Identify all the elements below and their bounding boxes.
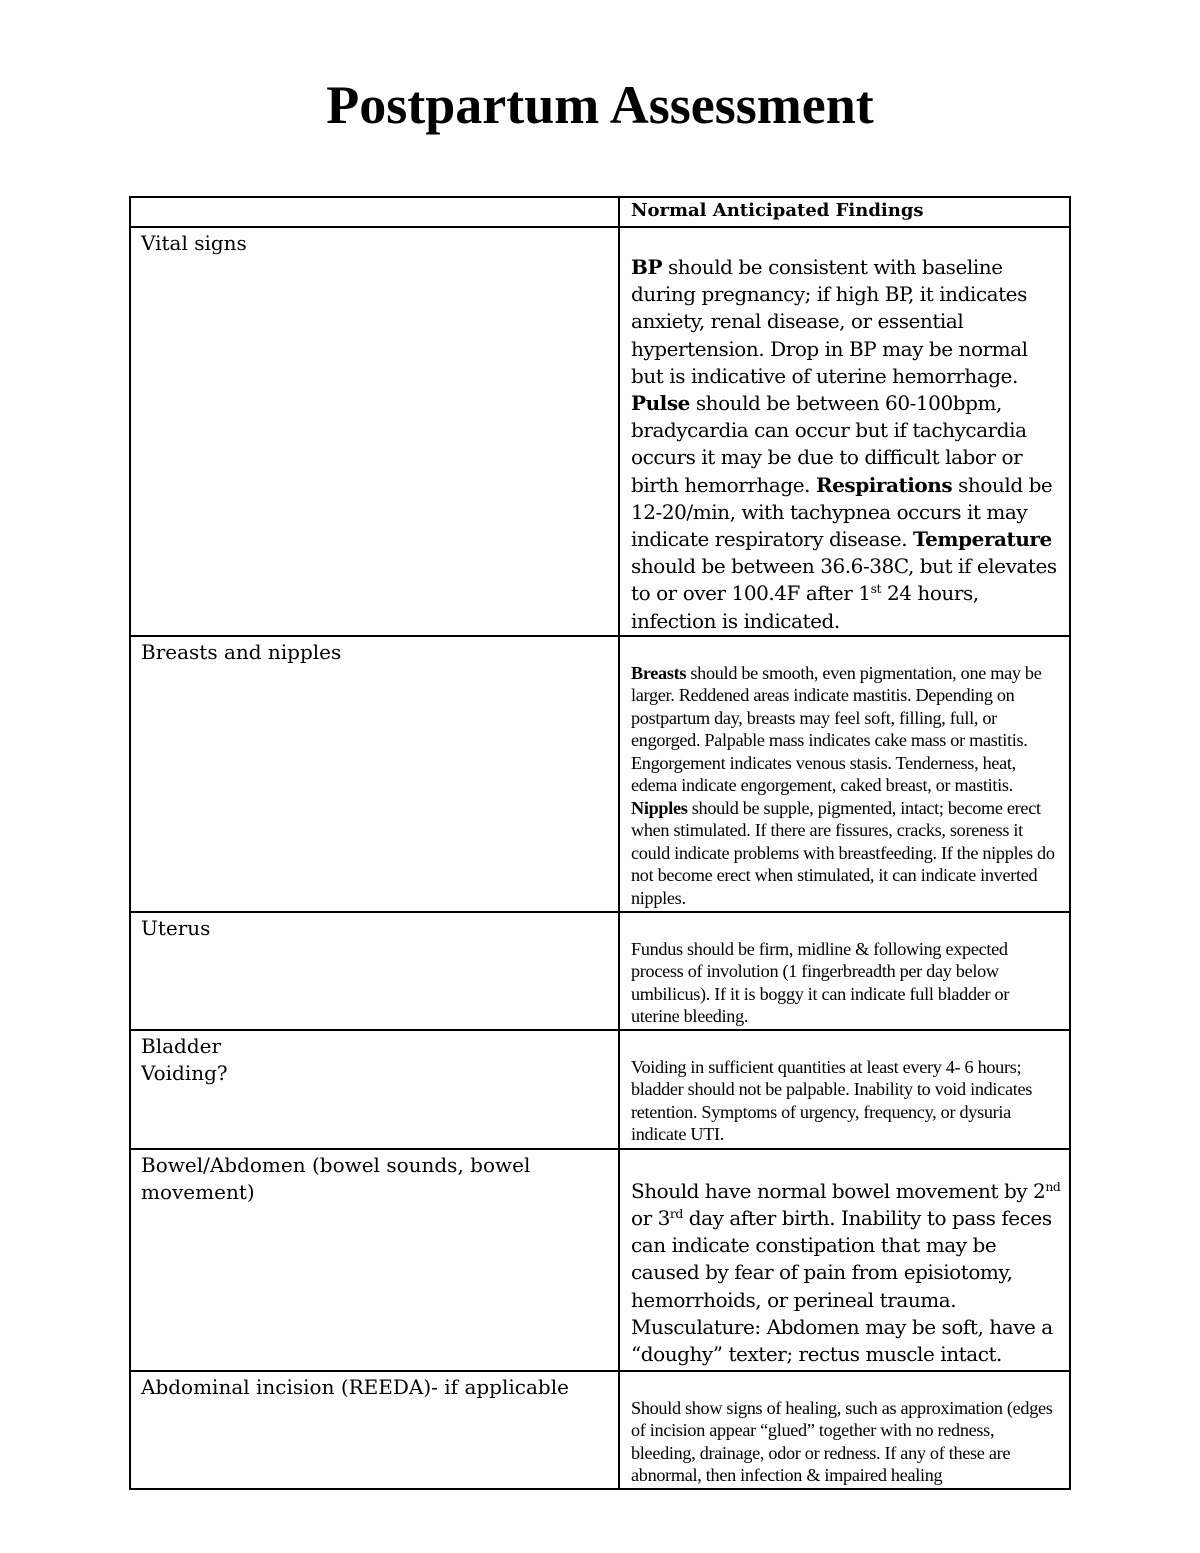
table-header-row xyxy=(130,197,1070,227)
findings-superscript: rd xyxy=(669,1206,683,1222)
findings-span: should be supple, pigmented, intact; become erect when stimulated. If there are fissures, cracks, soreness it could indicate problems with breastfeeding. If the nipples do not become erect when stimulated, it can indicate inverted nipples. xyxy=(631,797,1055,908)
findings-span: Voiding in sufficient quantities at least every 4- 6 hours; bladder should not be palpable. Inability to void indicates retention. Symptoms of urgency, frequency, or dysuria indicate UTI. xyxy=(631,1056,1033,1145)
findings-text xyxy=(631,637,1061,910)
row-label-line: Abdominal incision (REEDA)- if applicable xyxy=(141,1374,569,1399)
row-label-line: Vital signs xyxy=(141,231,247,255)
findings-span: day after birth. Inability to pass feces can indicate constipation that may be caused by fear of pain from episiotomy, hemorrhoids, or perineal trauma. Musculature: Abdomen may be soft, have a “doughy” texter; rectus muscle intact. xyxy=(631,1206,1053,1367)
findings-span: 24 hours, infection is indicated. xyxy=(631,581,979,633)
findings-span: Should have normal bowel movement by 2 xyxy=(631,1178,1046,1203)
row-label-line: Bowel/Abdomen (bowel sounds, bowel movement) xyxy=(141,1152,531,1204)
table-row-bowel-abdomen xyxy=(130,1149,1070,1371)
findings-span: should be consistent with baseline during pregnancy; if high BP, it indicates anxiety, renal disease, or essential hypertension. Drop in BP may be normal but is indicative of uterine hemorrhage. xyxy=(631,255,1028,388)
column-header-normal-findings: Normal Anticipated Findings xyxy=(631,200,924,221)
findings-text xyxy=(631,228,1061,635)
row-label-line: Uterus xyxy=(141,915,211,940)
row-label-line: Voiding? xyxy=(141,1060,228,1085)
assessment-table xyxy=(129,196,1071,1490)
row-label xyxy=(130,1149,619,1371)
findings-text xyxy=(631,1372,1061,1487)
findings-bold-term: BP xyxy=(631,255,663,279)
findings-bold-term: Breasts xyxy=(631,662,687,683)
row-findings xyxy=(619,1030,1070,1149)
header-empty-cell xyxy=(130,197,619,227)
findings-bold-term: Pulse xyxy=(631,391,690,416)
findings-bold-term: Nipples xyxy=(631,797,688,818)
findings-text xyxy=(631,1031,1061,1146)
page-title: Postpartum Assessment xyxy=(326,75,874,135)
findings-span: should be smooth, even pigmentation, one may be larger. Reddened areas indicate mastitis. Depending on postpartum day, breasts may feel soft, filling, full, or engorged. Palpable mass indicates cake mass or mastitis. Engorgement indicates venous stasis. Tenderness, heat, edema indicate engorgement, caked breast, or mastitis. xyxy=(631,662,1042,796)
row-label-line: Breasts and nipples xyxy=(141,639,342,664)
findings-superscript: st xyxy=(870,581,882,597)
findings-superscript: nd xyxy=(1045,1179,1061,1195)
findings-bold-term: Temperature xyxy=(913,527,1052,552)
findings-span: Fundus should be firm, midline & following expected process of involution (1 fingerbreadth per day below umbilicus). If it is boggy it can indicate full bladder or uterine bleeding. xyxy=(631,938,1010,1027)
row-label xyxy=(130,1371,619,1489)
findings-text xyxy=(631,1150,1061,1368)
table-row-abdominal-incision xyxy=(130,1371,1070,1489)
table-row-breasts-nipples xyxy=(130,636,1070,912)
row-findings xyxy=(619,1149,1070,1371)
findings-span: should be between 60-100bpm, bradycardia can occur but if tachycardia occurs it may be due to difficult labor or birth hemorrhage. xyxy=(631,391,1027,497)
table-row-bladder xyxy=(130,1030,1070,1149)
table-row-vital-signs xyxy=(130,227,1070,636)
row-findings xyxy=(619,636,1070,912)
row-findings xyxy=(619,912,1070,1030)
row-label xyxy=(130,912,619,1030)
table-row-uterus xyxy=(130,912,1070,1030)
findings-text xyxy=(631,913,1061,1028)
row-label xyxy=(130,227,619,636)
findings-span: should be between 36.6-38C, but if elevates to or over 100.4F after 1 xyxy=(631,554,1057,606)
findings-span: or 3 xyxy=(631,1206,670,1231)
row-findings xyxy=(619,1371,1070,1489)
findings-bold-term: Respirations xyxy=(815,472,953,497)
header-findings-cell xyxy=(619,197,1070,227)
row-label xyxy=(130,1030,619,1149)
row-label-line: Bladder xyxy=(141,1033,222,1058)
row-findings xyxy=(619,227,1070,636)
findings-span: Should show signs of healing, such as approximation (edges of incision appear “glued” together with no redness, bleeding, drainage, odor or redness. If any of these are abnormal, then infection & impaired healing xyxy=(631,1397,1053,1486)
findings-span: should be 12-20/min, with tachypnea occurs it may indicate respiratory disease. xyxy=(631,472,1053,552)
row-label xyxy=(130,636,619,912)
